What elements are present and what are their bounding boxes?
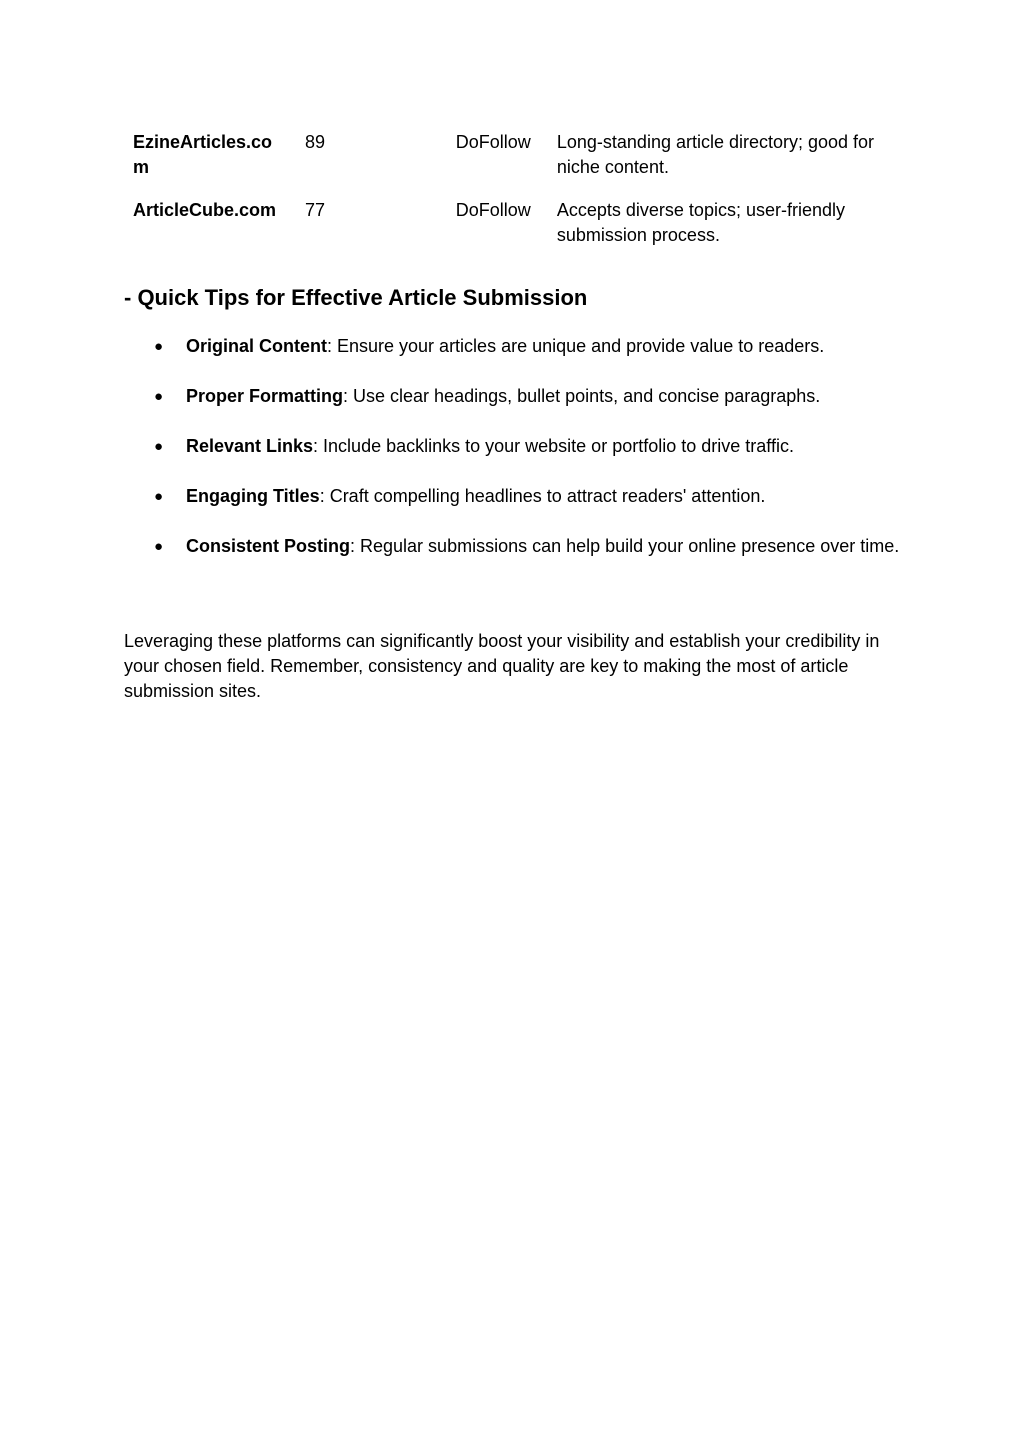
- site-notes: Accepts diverse topics; user-friendly submission process.: [556, 200, 845, 245]
- bullet-icon: ●: [154, 538, 164, 555]
- article-sites-table: [124, 130, 904, 248]
- list-item: [124, 484, 904, 509]
- bullet-icon: ●: [154, 488, 164, 505]
- tip-text: : Use clear headings, bullet points, and concise paragraphs.: [343, 386, 821, 406]
- list-item: [124, 434, 904, 459]
- bullet-icon: ●: [154, 438, 164, 455]
- tip-text: : Craft compelling headlines to attract readers' attention.: [319, 486, 766, 506]
- bullet-icon: ●: [154, 338, 164, 355]
- site-name: ArticleCube.com: [133, 200, 277, 220]
- tip-title: Consistent Posting: [186, 536, 351, 556]
- site-name: EzineArticles.com: [133, 132, 273, 177]
- tip-title: Original Content: [186, 336, 327, 356]
- site-notes: Long-standing article directory; good for niche content.: [556, 132, 875, 177]
- tips-list: [124, 334, 904, 584]
- closing-paragraph: Leveraging these platforms can significantly boost your visibility and establish your credibility in your chosen field. Remember, consistency and quality are key to making the most of article submission sites.: [124, 631, 880, 701]
- link-type: DoFollow: [455, 132, 531, 152]
- tip-title: Proper Formatting: [186, 386, 344, 406]
- section-heading: - Quick Tips for Effective Article Submission: [124, 285, 588, 310]
- site-score: 77: [304, 200, 326, 220]
- bullet-icon: ●: [154, 388, 164, 405]
- table-row: [124, 198, 904, 248]
- list-item: [124, 334, 904, 359]
- site-score: 89: [304, 132, 326, 152]
- list-item: [124, 534, 904, 559]
- link-type: DoFollow: [455, 200, 531, 220]
- tip-title: Engaging Titles: [186, 486, 320, 506]
- tip-text: : Regular submissions can help build your online presence over time.: [350, 536, 900, 556]
- tip-title: Relevant Links: [186, 436, 314, 456]
- tip-text: : Include backlinks to your website or portfolio to drive traffic.: [313, 436, 794, 456]
- tip-text: : Ensure your articles are unique and provide value to readers.: [327, 336, 825, 356]
- table-row: [124, 130, 904, 198]
- list-item: [124, 384, 904, 409]
